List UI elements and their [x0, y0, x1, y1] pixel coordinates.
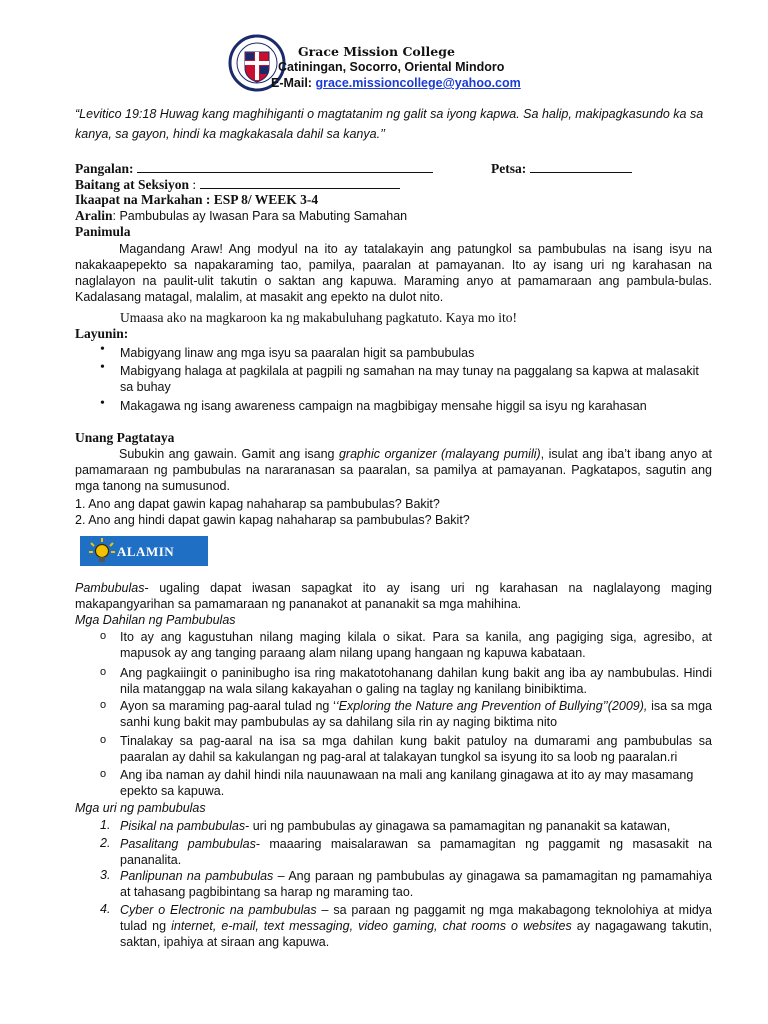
- dahilan-item: Ang iba naman ay dahil hindi nila nauunawaan na mali ang kanilang ginagawa at ito ay may masamang epekto sa kapuwa.: [120, 768, 694, 798]
- date-field: [491, 160, 632, 177]
- list-number: 2.: [100, 836, 111, 850]
- circle-marker: o: [100, 630, 107, 642]
- pambubulas-definition: [75, 580, 712, 612]
- layunin-colon: :: [123, 326, 129, 341]
- date-label: Petsa:: [491, 161, 530, 176]
- pagtataya-text: Subukin ang gawain. Gamit ang isang: [119, 447, 339, 461]
- dahilan-item: [120, 698, 712, 730]
- dahilan-heading: Mga Dahilan ng Pambubulas: [75, 613, 236, 627]
- dahilan-item: Ito ay ang kagustuhan nilang maging kilala o sikat. Para sa kanila, ang pagiging siga, agresibo, at mapusok ay ang tanging paraang alam nilang upang hangaan ng kapuwa kabataan.: [120, 630, 712, 660]
- study-text: isa sa mga sanhi kung bakit may pambubulas ay sa dahilang sila rin ay naging biktima nito: [120, 699, 712, 729]
- uri-item: [120, 818, 712, 834]
- panimula-paragraph: Magandang Araw! Ang modyul na ito ay tatalakayin ang patungkol sa pambubulas na isang isyu na nakakaapepekto sa napakaraming tao, pamilya, paaralan at pamayanan. Ito ay isang uri ng karahasan na naglalayon na paulit-ulit takutin o saktan ang kapuwa. Maraming anyo at pamamaraan ang pambula-bulas. Kadalasang matagal, malalim, at masakit ang epekto na dulot nito.: [75, 242, 712, 304]
- school-name: Grace Mission College: [298, 44, 455, 59]
- section-colon: :: [189, 177, 200, 192]
- lesson-line: [75, 208, 407, 224]
- layunin-item: Makagawa ng isang awareness campaign na magbibigay mensahe higgil sa isyu ng karahasan: [120, 399, 647, 413]
- school-email-line: [271, 76, 521, 90]
- name-blank[interactable]: [137, 160, 433, 173]
- layunin-heading: [75, 326, 128, 342]
- uri-term: Panlipunan na pambubulas: [120, 869, 274, 883]
- dahilan-item: Tinalakay sa pag-aaral na isa sa mga dahilan kung bakit patuloy na dumarami ang pambubulas sa paaralan ay dahil sa kakulangan ng pag-aral at talakayan tungkol sa isyung ito sa loob ng paaralan.ri: [120, 734, 712, 764]
- pagtataya-text: , isulat ang iba’t ibang anyo at pamamaraan ng pambubulas na nararanasan sa paaralan, sa pamilya at pamayanan. Pagkatapos, sagutin ang mga tanong na sumusunod.: [75, 447, 712, 493]
- uri-item: [120, 902, 712, 950]
- email-label: E-Mail:: [271, 76, 316, 90]
- pagtataya-emphasis: graphic organizer (malayang pumili): [338, 447, 541, 461]
- uri-term: Pisikal na pambubulas: [120, 819, 246, 833]
- school-address: Catiningan, Socorro, Oriental Mindoro: [278, 60, 505, 74]
- uri-text: ay nagagawang takutin, saktan, ipahiya at siraan ang kapuwa.: [120, 919, 712, 949]
- pagtataya-paragraph: [75, 446, 712, 494]
- circle-marker: o: [100, 734, 107, 746]
- bullet-marker: •: [100, 342, 105, 357]
- uri-item: [120, 836, 712, 868]
- layunin-item: Mabigyang linaw ang mga isyu sa paaralan higit sa pambubulas: [120, 346, 475, 360]
- name-label: Pangalan:: [75, 161, 137, 176]
- lesson-title: : Pambubulas ay Iwasan Para sa Mabuting Samahan: [112, 209, 408, 223]
- section-blank[interactable]: [200, 176, 400, 189]
- question-2: 2. Ano ang hindi dapat gawin kapag nahaharap sa pambubulas? Bakit?: [75, 513, 470, 527]
- study-title: ‘Exploring the Nature ang Prevention of Bullying’’(2009),: [335, 699, 648, 713]
- alamin-label: ALAMIN: [117, 544, 175, 559]
- list-number: 3.: [100, 868, 111, 882]
- bible-quote: “Levitico 19:18 Huwag kang maghihiganti o magtatanim ng galit sa iyong kapwa. Sa halip, makipagkasundo ka sa kanya, sa gayon, hindi ka magkakasala dahil sa kanya.’’: [75, 107, 704, 141]
- uri-term: Pasalitang pambubulas: [120, 837, 256, 851]
- uri-text: – Ang paraan ng pambubulas ay ginagawa sa pamamagitan ng pamamahiya at tahasang pagbibintang sa harap ng maraming tao.: [120, 869, 712, 899]
- date-blank[interactable]: [530, 160, 632, 173]
- section-field: [75, 176, 400, 193]
- lesson-label: Aralin: [75, 208, 113, 223]
- question-1: 1. Ano ang dapat gawin kapag nahaharap sa pambubulas? Bakit?: [75, 497, 440, 511]
- bullet-marker: •: [100, 360, 105, 375]
- section-label: Baitang at Seksiyon: [75, 177, 190, 192]
- lightbulb-icon: [88, 537, 116, 565]
- cyber-examples: internet, e-mail, text messaging, video gaming, chat rooms o websites: [171, 919, 572, 933]
- uri-text: - uri ng pambubulas ay ginagawa sa pamamagitan ng pananakit sa katawan,: [245, 819, 671, 833]
- layunin-item: Mabigyang halaga at pagkilala at pagpili ng samahan na may tunay na paggalang sa kapwa at malasakit sa buhay: [120, 364, 699, 394]
- uri-text: – sa paraan ng paggamit ng mga makabagong teknolohiya at midya tulad ng: [120, 903, 713, 933]
- uri-heading: Mga uri ng pambubulas: [75, 801, 206, 815]
- uri-text: - maaaring maisalarawan sa pamamagitan ng paggamit ng masasakit na pananalita.: [120, 837, 712, 867]
- unang-pagtataya-heading: Unang Pagtataya: [75, 430, 175, 445]
- list-number: 4.: [100, 902, 111, 916]
- uri-term: Cyber o Electronic na pambubulas: [120, 903, 317, 917]
- bullet-marker: •: [100, 396, 105, 411]
- list-number: 1.: [100, 818, 111, 832]
- circle-marker: o: [100, 768, 107, 780]
- panimula-encouragement: Umaasa ako na magkaroon ka ng makabuluhang pagkatuto. Kaya mo ito!: [120, 310, 518, 325]
- uri-item: [120, 868, 712, 900]
- definition-term: Pambubulas: [75, 581, 145, 595]
- name-field: [75, 160, 433, 177]
- email-link[interactable]: grace.missioncollege@yahoo.com: [315, 76, 521, 90]
- layunin-label: Layunin: [75, 326, 124, 341]
- quarter-line: Ikaapat na Markahan : ESP 8/ WEEK 3-4: [75, 192, 319, 207]
- definition-text: - ugaling dapat iwasan sapagkat ito ay isang uri ng karahasan na naglalayong maging makapangyarihan sa pamamaraan ng pananakot at pananakit sa mga mahihina.: [75, 581, 712, 611]
- panimula-heading: Panimula: [75, 224, 131, 239]
- circle-marker: o: [100, 666, 107, 678]
- dahilan-item: Ang pagkaiingit o paninibugho isa ring makatotohanang dahilan kung bakit ang iba ay nambubulas. Hindi nila matanggap na wala silang kakayahan o galing na taglay ng kanilang binibiktima.: [120, 666, 712, 696]
- study-text: Ayon sa maraming pag-aaral tulad ng ‘: [120, 699, 336, 713]
- circle-marker: o: [100, 699, 107, 711]
